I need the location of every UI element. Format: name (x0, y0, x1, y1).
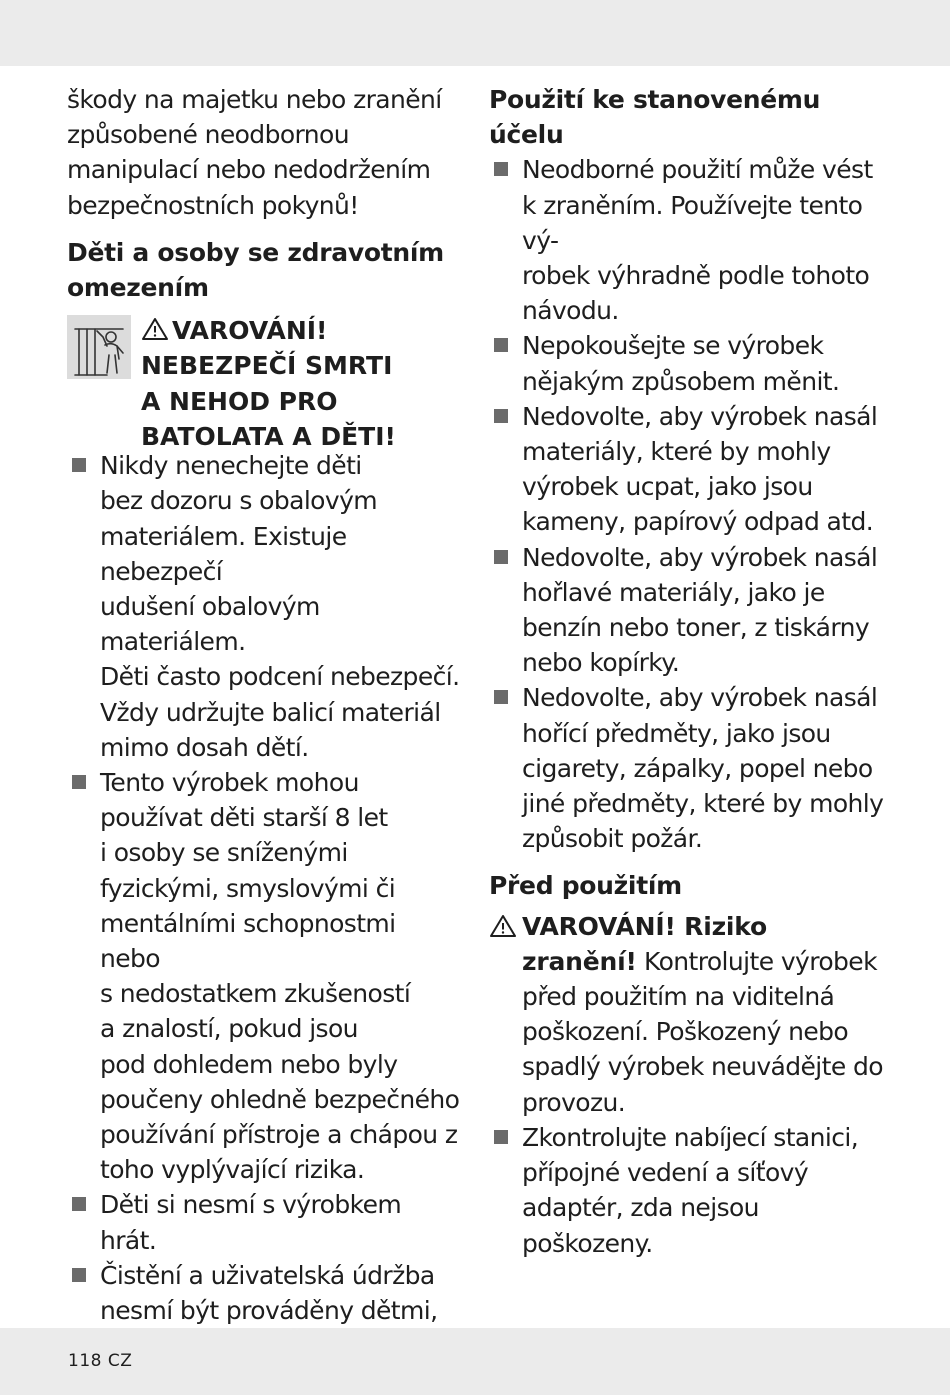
bullet-square-icon (494, 162, 508, 176)
warning-text: Kontrolujte výrobek (636, 946, 877, 976)
list-item (489, 152, 889, 328)
text-line: Děti si nesmí s výrobkem hrát. (100, 1190, 402, 1255)
warning-line: NEBEZPEČÍ SMRTI (141, 351, 393, 381)
child-on-crib-icon (67, 315, 131, 379)
text-line: Nedovolte, aby výrobek nasál (522, 683, 878, 713)
bullet-square-icon (494, 338, 508, 352)
bullet-square-icon (494, 690, 508, 704)
bullet-square-icon (72, 1268, 86, 1282)
text-line: kameny, papírový odpad atd. (522, 507, 874, 537)
text-line: Nedovolte, aby výrobek nasál (522, 542, 878, 572)
warning-line: poškození. Poškozený nebo (522, 1017, 849, 1047)
text-line: jiné předměty, které by mohly (522, 789, 884, 819)
text-line: i osoby se sníženými (100, 838, 348, 868)
list-item (489, 328, 889, 398)
text-line: Nedovolte, aby výrobek nasál (522, 401, 878, 431)
text-line: pod dohledem nebo byly (100, 1049, 398, 1079)
right-column (489, 82, 889, 1261)
text-line: přípojné vedení a síťový (522, 1158, 809, 1188)
text-line: fyzickými, smyslovými či (100, 873, 396, 903)
warning-bold-text: VAROVÁNÍ! Riziko (522, 911, 768, 941)
text-line: robek výhradně podle tohoto (522, 261, 870, 291)
list-item (67, 448, 462, 765)
text-line: Nepokoušejte se výrobek (522, 331, 824, 361)
text-line: Neodborné použití může vést (522, 155, 873, 185)
text-line: materiálem. Existuje nebezpečí (100, 521, 347, 586)
warning-line: BATOLATA A DĚTI! (141, 421, 396, 451)
text-line: materiály, které by mohly (522, 437, 831, 467)
text-line: Vždy udržujte balicí materiál (100, 697, 441, 727)
text-line: výrobek ucpat, jako jsou (522, 472, 813, 502)
bullet-square-icon (72, 458, 86, 472)
text-line: hořlavé materiály, jako je (522, 577, 825, 607)
warning-line: provozu. (522, 1087, 626, 1117)
text-line: poučeny ohledně bezpečného (100, 1084, 460, 1114)
text-line: nebo kopírky. (522, 648, 680, 678)
warning-line: před použitím na viditelná (522, 982, 835, 1012)
text-line: nesmí být prováděny dětmi, (100, 1296, 438, 1326)
intended-use-bullet-list (489, 152, 889, 856)
list-item (67, 765, 462, 1187)
text-line: nějakým způsobem měnit. (522, 366, 840, 396)
text-line: Děti často podcení nebezpečí. (100, 662, 460, 692)
warning-line (522, 909, 889, 944)
bullet-square-icon (494, 550, 508, 564)
warning-bold-text: zranění! (522, 946, 637, 976)
text-line: mimo dosah dětí. (100, 732, 309, 762)
text-line: adaptér, zda nejsou (522, 1193, 759, 1223)
heading-line: účelu (489, 120, 564, 150)
text-line: mentálními schopnostmi nebo (100, 908, 396, 974)
text-line: Tento výrobek mohou (100, 768, 359, 798)
text-line: toho vyplývající rizika. (100, 1155, 365, 1185)
text-line: způsobené neodbornou (67, 120, 349, 150)
left-column (67, 82, 462, 1399)
section-heading-children (67, 235, 462, 305)
text-line: Čistění a uživatelská údržba (100, 1260, 435, 1290)
text-line: k zraněním. Používejte tento vý- (522, 190, 863, 255)
bullet-square-icon (494, 1130, 508, 1144)
warning-line (522, 944, 889, 979)
heading-line: Děti a osoby se zdravotním (67, 237, 444, 267)
warning-triangle-icon (141, 317, 169, 341)
text-line: používání přístroje a chápou z (100, 1120, 458, 1150)
bullet-square-icon (72, 775, 86, 789)
text-line: s nedostatkem zkušeností (100, 979, 411, 1009)
bottom-band (0, 1328, 950, 1395)
list-item (489, 1120, 889, 1261)
text-line: používat děti starší 8 let (100, 803, 388, 833)
warning-line: spadlý výrobek neuvádějte do (522, 1052, 883, 1082)
text-line: manipulací nebo nedodržením (67, 155, 431, 185)
before-use-bullet-list (489, 1120, 889, 1261)
warning-triangle-icon (489, 914, 517, 938)
text-line: bez dozoru s obalovým (100, 486, 378, 516)
warning-line: A NEHOD PRO (141, 386, 338, 416)
text-line: a znalostí, pokud jsou (100, 1014, 358, 1044)
page-number: 118 CZ (68, 1351, 133, 1371)
section-heading-intended-use (489, 82, 889, 152)
intro-paragraph (67, 82, 462, 223)
text-line: hořící předměty, jako jsou (522, 718, 831, 748)
list-item (489, 540, 889, 681)
before-use-warning (489, 909, 889, 1120)
warning-line-text: VAROVÁNÍ! (172, 316, 328, 346)
list-item (67, 1187, 462, 1257)
list-item (489, 680, 889, 856)
text-line: bezpečnostních pokynů! (67, 190, 359, 220)
list-item (489, 399, 889, 540)
text-line: poškozeny. (522, 1228, 653, 1258)
bullet-square-icon (72, 1197, 86, 1211)
child-warning-text (141, 313, 461, 454)
text-line: Nikdy nenechejte děti (100, 451, 362, 481)
heading-line: Použití ke stanovenému (489, 85, 821, 114)
text-line: Zkontrolujte nabíjecí stanici, (522, 1122, 859, 1152)
text-line: cigarety, zápalky, popel nebo (522, 753, 873, 783)
top-band (0, 0, 950, 66)
text-line: škody na majetku nebo zranění (67, 85, 442, 114)
text-line: návodu. (522, 296, 619, 326)
heading-line: omezením (67, 273, 209, 303)
bullet-square-icon (494, 409, 508, 423)
section-heading-before-use: Před použitím (489, 871, 682, 901)
text-line: benzín nebo toner, z tiskárny (522, 613, 870, 643)
child-warning-block (67, 313, 462, 451)
children-bullet-list (67, 448, 462, 1398)
text-line: udušení obalovým materiálem. (100, 592, 320, 657)
warning-line (141, 313, 461, 348)
text-line: způsobit požár. (522, 824, 703, 854)
